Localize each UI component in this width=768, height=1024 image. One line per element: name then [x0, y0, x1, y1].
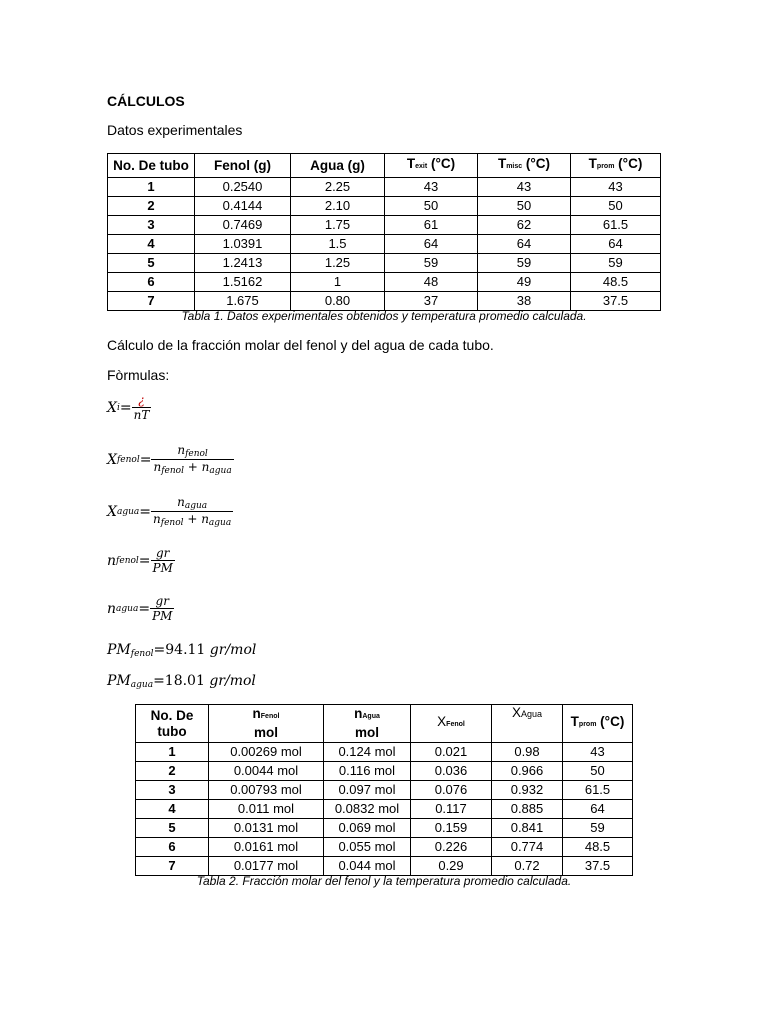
table-cell: 0.7469	[195, 216, 291, 235]
section-title: CÁLCULOS	[107, 93, 185, 109]
table-cell: 0.124 mol	[324, 743, 411, 762]
table-cell: 38	[478, 292, 571, 311]
formula-n-fenol: n fenol = $\frac{gr}{PM}$	[107, 546, 173, 575]
table-row	[108, 292, 661, 311]
tube-number-cell: 5	[108, 254, 195, 273]
table-cell: 0.226	[411, 838, 492, 857]
table-cell: 0.4144	[195, 197, 291, 216]
table-cell: 0.98	[492, 743, 563, 762]
table-row	[108, 254, 661, 273]
table-cell: 61.5	[563, 781, 633, 800]
table-cell: 0.021	[411, 743, 492, 762]
table1-caption: Tabla 1. Datos experimentales obtenidos y temperatura promedio calculada.	[181, 309, 587, 323]
calc-label: Cálculo de la fracción molar del fenol y del agua de cada tubo.	[107, 337, 494, 353]
formula-xi: X i = $\frac{¿}{nT}$	[107, 393, 150, 422]
header-n-agua: nAgua mol	[324, 705, 411, 743]
table-cell: 0.885	[492, 800, 563, 819]
table-cell: 0.00269 mol	[209, 743, 324, 762]
tube-number-cell: 3	[136, 781, 209, 800]
table-row	[136, 762, 633, 781]
table-cell: 0.0044 mol	[209, 762, 324, 781]
table-cell: 0.011 mol	[209, 800, 324, 819]
table-experimental-data	[107, 153, 661, 311]
tube-number-cell: 7	[136, 857, 209, 876]
table-header-row	[136, 705, 633, 743]
table-cell: 50	[385, 197, 478, 216]
table-cell: 50	[571, 197, 661, 216]
formula-pm-agua: PMagua=18.01 gr/mol	[107, 673, 256, 690]
tube-number-cell: 7	[108, 292, 195, 311]
table-row	[108, 235, 661, 254]
table-cell: 0.159	[411, 819, 492, 838]
datos-label: Datos experimentales	[107, 122, 243, 138]
table-cell: 2.10	[291, 197, 385, 216]
header-agua: Agua (g)	[291, 154, 385, 178]
table-row	[136, 743, 633, 762]
table-row	[136, 800, 633, 819]
table-cell: 0.0832 mol	[324, 800, 411, 819]
table-cell: 1.75	[291, 216, 385, 235]
table-cell: 0.116 mol	[324, 762, 411, 781]
table-cell: 0.036	[411, 762, 492, 781]
table-cell: 0.00793 mol	[209, 781, 324, 800]
table-cell: 0.097 mol	[324, 781, 411, 800]
table-cell: 43	[571, 178, 661, 197]
table-cell: 0.044 mol	[324, 857, 411, 876]
header-x-fenol: XFenol	[411, 705, 492, 743]
table-cell: 1	[291, 273, 385, 292]
table-cell: 0.117	[411, 800, 492, 819]
tube-number-cell: 2	[136, 762, 209, 781]
table-row	[108, 216, 661, 235]
table-cell: 59	[563, 819, 633, 838]
header-fenol: Fenol (g)	[195, 154, 291, 178]
table-cell: 0.72	[492, 857, 563, 876]
table-cell: 0.932	[492, 781, 563, 800]
table-cell: 49	[478, 273, 571, 292]
table2-caption: Tabla 2. Fracción molar del fenol y la temperatura promedio calculada.	[196, 874, 572, 888]
header-t-misc: Tmisc (°C)	[478, 154, 571, 178]
header-n-fenol: nFenol mol	[209, 705, 324, 743]
table-cell: 62	[478, 216, 571, 235]
tube-number-cell: 3	[108, 216, 195, 235]
table-cell: 50	[478, 197, 571, 216]
table-cell: 64	[478, 235, 571, 254]
table-cell: 64	[385, 235, 478, 254]
table-cell: 48.5	[571, 273, 661, 292]
tube-number-cell: 1	[136, 743, 209, 762]
table-cell: 1.2413	[195, 254, 291, 273]
tube-number-cell: 2	[108, 197, 195, 216]
table-cell: 0.0177 mol	[209, 857, 324, 876]
table-row	[136, 781, 633, 800]
tube-number-cell: 5	[136, 819, 209, 838]
table-cell: 0.774	[492, 838, 563, 857]
table-cell: 59	[385, 254, 478, 273]
table-cell: 48.5	[563, 838, 633, 857]
table-row	[136, 819, 633, 838]
tube-number-cell: 6	[136, 838, 209, 857]
table-cell: 1.5	[291, 235, 385, 254]
table-header-row	[108, 154, 661, 178]
tube-number-cell: 4	[136, 800, 209, 819]
table-cell: 0.069 mol	[324, 819, 411, 838]
table-cell: 0.966	[492, 762, 563, 781]
table-cell: 0.0161 mol	[209, 838, 324, 857]
tube-number-cell: 1	[108, 178, 195, 197]
header-t-prom: Tprom (°C)	[571, 154, 661, 178]
table-row	[108, 197, 661, 216]
tube-number-cell: 6	[108, 273, 195, 292]
table-cell: 50	[563, 762, 633, 781]
header-x-agua: XAgua	[492, 705, 563, 743]
table-cell: 1.25	[291, 254, 385, 273]
header-t-exit: Texit (°C)	[385, 154, 478, 178]
table-cell: 61.5	[571, 216, 661, 235]
table-row	[108, 178, 661, 197]
table-cell: 2.25	[291, 178, 385, 197]
header-tubo: No. De tubo	[136, 705, 209, 743]
table-cell: 0.841	[492, 819, 563, 838]
table-cell: 43	[563, 743, 633, 762]
header-t-prom: Tprom (°C)	[563, 705, 633, 743]
table-cell: 37.5	[571, 292, 661, 311]
table-cell: 0.076	[411, 781, 492, 800]
header-tubo: No. De tubo	[108, 154, 195, 178]
tube-number-cell: 4	[108, 235, 195, 254]
table-cell: 1.675	[195, 292, 291, 311]
formula-n-agua: n agua = $\frac{gr}{PM}$	[107, 594, 173, 623]
table-cell: 37	[385, 292, 478, 311]
table-cell: 0.29	[411, 857, 492, 876]
formulas-label: Fòrmulas:	[107, 367, 170, 383]
table-cell: 1.5162	[195, 273, 291, 292]
table-cell: 59	[571, 254, 661, 273]
table-row	[108, 273, 661, 292]
table-cell: 64	[571, 235, 661, 254]
table-cell: 59	[478, 254, 571, 273]
table-cell: 0.0131 mol	[209, 819, 324, 838]
formula-x-agua: X agua = $\frac{\text{nagua}}{\text{nfenol + nagua}}$	[107, 495, 232, 528]
table-cell: 43	[385, 178, 478, 197]
table-cell: 61	[385, 216, 478, 235]
table-molar-fraction	[135, 704, 633, 876]
table-cell: 64	[563, 800, 633, 819]
table-cell: 1.0391	[195, 235, 291, 254]
table-cell: 37.5	[563, 857, 633, 876]
table-cell: 0.80	[291, 292, 385, 311]
table-cell: 0.2540	[195, 178, 291, 197]
table-cell: 43	[478, 178, 571, 197]
table-row	[136, 838, 633, 857]
table-cell: 48	[385, 273, 478, 292]
formula-x-fenol: X fenol = $\frac{\text{nfenol}}{\text{nfenol + nagua}}$	[107, 443, 232, 476]
table-row	[136, 857, 633, 876]
table-cell: 0.055 mol	[324, 838, 411, 857]
formula-pm-fenol: PMfenol=94.11 gr/mol	[107, 642, 257, 659]
